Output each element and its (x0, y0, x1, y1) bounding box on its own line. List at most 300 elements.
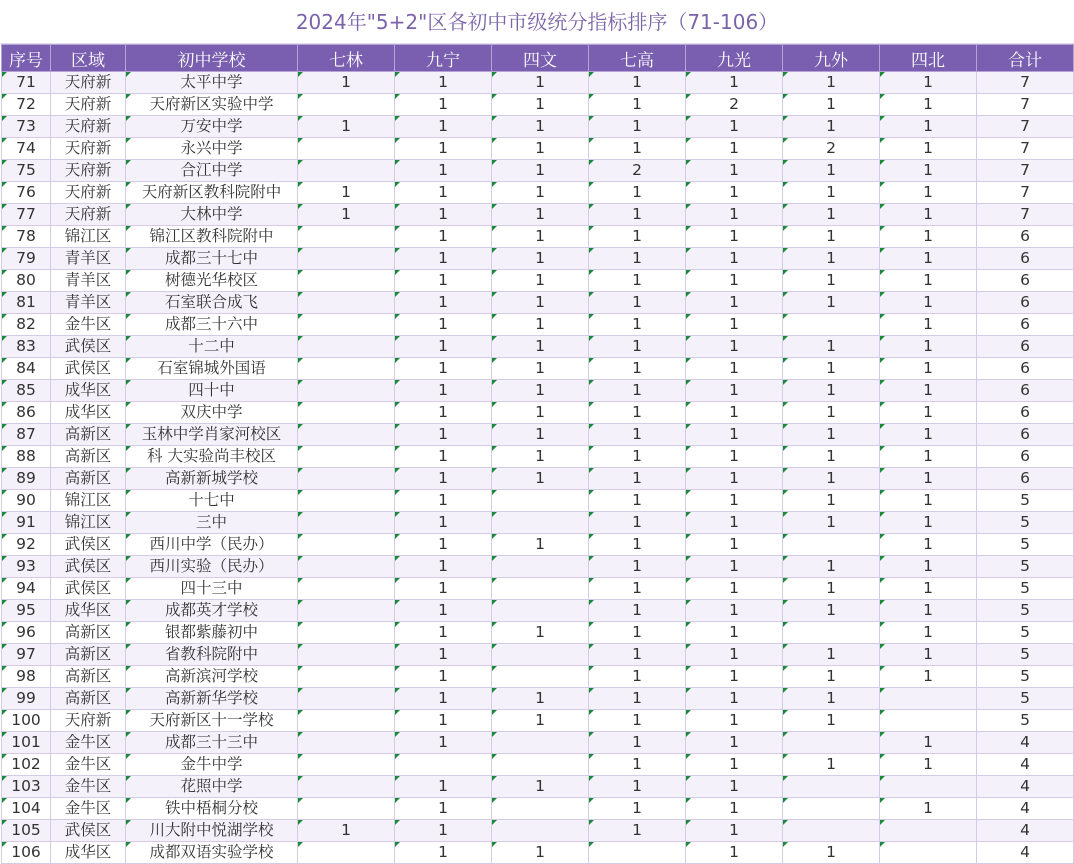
table-cell[interactable]: 1 (395, 424, 492, 446)
table-cell[interactable]: 1 (492, 622, 589, 644)
table-cell[interactable]: 1 (686, 402, 783, 424)
table-cell[interactable] (783, 622, 880, 644)
table-cell[interactable]: 武侯区 (51, 534, 126, 556)
table-cell[interactable]: 成华区 (51, 600, 126, 622)
table-cell[interactable]: 成华区 (51, 380, 126, 402)
table-cell[interactable] (783, 314, 880, 336)
table-cell[interactable]: 1 (492, 204, 589, 226)
table-cell[interactable]: 1 (395, 292, 492, 314)
table-cell[interactable]: 高新新城学校 (126, 468, 298, 490)
table-cell[interactable]: 1 (686, 248, 783, 270)
table-cell[interactable]: 铁中梧桐分校 (126, 798, 298, 820)
table-cell[interactable]: 99 (2, 688, 51, 710)
table-cell[interactable] (298, 490, 395, 512)
table-cell[interactable] (492, 754, 589, 776)
table-cell[interactable]: 1 (492, 292, 589, 314)
table-cell[interactable] (492, 666, 589, 688)
column-header[interactable]: 七林 (298, 45, 395, 72)
table-cell[interactable] (492, 798, 589, 820)
table-cell[interactable]: 1 (783, 116, 880, 138)
table-cell[interactable]: 1 (492, 710, 589, 732)
table-cell[interactable]: 1 (395, 270, 492, 292)
table-cell[interactable]: 1 (492, 688, 589, 710)
table-cell[interactable]: 1 (395, 116, 492, 138)
table-cell[interactable]: 1 (395, 512, 492, 534)
table-cell[interactable]: 青羊区 (51, 248, 126, 270)
table-cell[interactable]: 1 (395, 556, 492, 578)
table-cell[interactable] (589, 842, 686, 864)
table-cell[interactable]: 1 (395, 842, 492, 864)
table-cell[interactable]: 88 (2, 446, 51, 468)
table-cell[interactable]: 91 (2, 512, 51, 534)
table-cell[interactable]: 1 (880, 380, 977, 402)
table-cell[interactable]: 87 (2, 424, 51, 446)
table-cell[interactable]: 1 (686, 556, 783, 578)
table-cell[interactable]: 1 (589, 732, 686, 754)
table-cell[interactable] (298, 380, 395, 402)
table-cell[interactable]: 5 (977, 600, 1074, 622)
table-cell[interactable]: 73 (2, 116, 51, 138)
table-cell[interactable]: 1 (492, 424, 589, 446)
table-cell[interactable]: 1 (492, 270, 589, 292)
table-cell[interactable]: 6 (977, 292, 1074, 314)
table-cell[interactable]: 成都三十三中 (126, 732, 298, 754)
table-cell[interactable]: 天府新区实验中学 (126, 94, 298, 116)
table-cell[interactable]: 7 (977, 116, 1074, 138)
table-cell[interactable]: 1 (589, 820, 686, 842)
table-cell[interactable]: 7 (977, 94, 1074, 116)
table-cell[interactable]: 成都三十七中 (126, 248, 298, 270)
table-cell[interactable]: 西川中学（民办） (126, 534, 298, 556)
table-cell[interactable]: 97 (2, 644, 51, 666)
table-cell[interactable]: 1 (395, 710, 492, 732)
table-cell[interactable]: 1 (589, 424, 686, 446)
table-cell[interactable]: 1 (492, 776, 589, 798)
table-cell[interactable]: 1 (686, 666, 783, 688)
table-cell[interactable]: 金牛中学 (126, 754, 298, 776)
table-cell[interactable] (298, 358, 395, 380)
table-cell[interactable]: 6 (977, 248, 1074, 270)
table-cell[interactable]: 1 (880, 94, 977, 116)
table-cell[interactable]: 1 (589, 512, 686, 534)
table-cell[interactable]: 7 (977, 160, 1074, 182)
table-cell[interactable]: 6 (977, 314, 1074, 336)
table-cell[interactable]: 1 (395, 94, 492, 116)
table-cell[interactable]: 1 (686, 424, 783, 446)
table-cell[interactable]: 84 (2, 358, 51, 380)
table-cell[interactable]: 82 (2, 314, 51, 336)
table-cell[interactable]: 1 (880, 138, 977, 160)
table-cell[interactable]: 4 (977, 732, 1074, 754)
table-cell[interactable]: 1 (589, 270, 686, 292)
table-cell[interactable]: 金牛区 (51, 732, 126, 754)
table-cell[interactable] (395, 754, 492, 776)
table-cell[interactable]: 4 (977, 798, 1074, 820)
table-cell[interactable]: 1 (589, 380, 686, 402)
table-cell[interactable] (298, 314, 395, 336)
table-cell[interactable]: 1 (589, 688, 686, 710)
table-cell[interactable]: 石室锦城外国语 (126, 358, 298, 380)
table-cell[interactable]: 1 (395, 358, 492, 380)
table-cell[interactable]: 71 (2, 72, 51, 94)
table-cell[interactable]: 天府新 (51, 182, 126, 204)
table-cell[interactable]: 86 (2, 402, 51, 424)
column-header[interactable]: 四文 (492, 45, 589, 72)
table-cell[interactable]: 西川实验（民办） (126, 556, 298, 578)
table-cell[interactable] (783, 534, 880, 556)
table-cell[interactable]: 1 (686, 732, 783, 754)
table-cell[interactable]: 1 (783, 336, 880, 358)
table-cell[interactable] (298, 666, 395, 688)
table-cell[interactable]: 2 (783, 138, 880, 160)
column-header[interactable]: 区域 (51, 45, 126, 72)
table-cell[interactable]: 高新区 (51, 666, 126, 688)
table-cell[interactable]: 7 (977, 204, 1074, 226)
table-cell[interactable]: 1 (783, 556, 880, 578)
table-cell[interactable]: 1 (880, 204, 977, 226)
table-cell[interactable]: 1 (686, 182, 783, 204)
table-cell[interactable]: 1 (686, 512, 783, 534)
table-cell[interactable]: 98 (2, 666, 51, 688)
table-cell[interactable]: 89 (2, 468, 51, 490)
table-cell[interactable]: 川大附中悦湖学校 (126, 820, 298, 842)
table-cell[interactable]: 1 (395, 226, 492, 248)
table-cell[interactable]: 大林中学 (126, 204, 298, 226)
table-cell[interactable]: 5 (977, 534, 1074, 556)
table-cell[interactable] (492, 820, 589, 842)
table-cell[interactable]: 1 (783, 446, 880, 468)
table-cell[interactable]: 79 (2, 248, 51, 270)
column-header[interactable]: 九宁 (395, 45, 492, 72)
table-cell[interactable] (298, 732, 395, 754)
table-cell[interactable]: 1 (589, 248, 686, 270)
table-cell[interactable]: 1 (880, 72, 977, 94)
table-cell[interactable]: 1 (589, 754, 686, 776)
table-cell[interactable] (298, 248, 395, 270)
table-cell[interactable]: 5 (977, 644, 1074, 666)
table-cell[interactable]: 81 (2, 292, 51, 314)
table-cell[interactable]: 7 (977, 72, 1074, 94)
table-cell[interactable]: 高新区 (51, 468, 126, 490)
table-cell[interactable]: 1 (686, 490, 783, 512)
table-cell[interactable]: 5 (977, 710, 1074, 732)
table-cell[interactable]: 1 (589, 292, 686, 314)
table-cell[interactable]: 1 (880, 402, 977, 424)
table-cell[interactable]: 1 (395, 534, 492, 556)
table-cell[interactable] (298, 798, 395, 820)
table-cell[interactable]: 1 (880, 600, 977, 622)
table-cell[interactable]: 1 (783, 754, 880, 776)
table-cell[interactable]: 1 (783, 468, 880, 490)
table-cell[interactable]: 5 (977, 666, 1074, 688)
table-cell[interactable] (880, 710, 977, 732)
table-cell[interactable]: 1 (686, 842, 783, 864)
table-cell[interactable]: 1 (395, 160, 492, 182)
column-header[interactable]: 四北 (880, 45, 977, 72)
table-cell[interactable]: 天府新 (51, 138, 126, 160)
table-cell[interactable]: 1 (589, 798, 686, 820)
table-cell[interactable] (783, 776, 880, 798)
table-cell[interactable]: 1 (492, 534, 589, 556)
table-cell[interactable]: 锦江区 (51, 490, 126, 512)
table-cell[interactable]: 1 (492, 160, 589, 182)
table-cell[interactable]: 天府新 (51, 710, 126, 732)
table-cell[interactable]: 102 (2, 754, 51, 776)
table-cell[interactable]: 6 (977, 446, 1074, 468)
table-cell[interactable]: 1 (686, 226, 783, 248)
table-cell[interactable]: 1 (492, 248, 589, 270)
table-cell[interactable]: 双庆中学 (126, 402, 298, 424)
table-cell[interactable] (783, 798, 880, 820)
table-cell[interactable]: 1 (686, 644, 783, 666)
table-cell[interactable] (298, 226, 395, 248)
column-header[interactable]: 序号 (2, 45, 51, 72)
table-cell[interactable]: 101 (2, 732, 51, 754)
table-cell[interactable]: 合江中学 (126, 160, 298, 182)
table-cell[interactable]: 锦江区教科院附中 (126, 226, 298, 248)
table-cell[interactable]: 1 (589, 556, 686, 578)
table-cell[interactable]: 1 (589, 600, 686, 622)
table-cell[interactable]: 永兴中学 (126, 138, 298, 160)
table-cell[interactable]: 95 (2, 600, 51, 622)
table-cell[interactable]: 高新区 (51, 446, 126, 468)
table-cell[interactable]: 1 (783, 380, 880, 402)
table-cell[interactable]: 1 (686, 292, 783, 314)
table-cell[interactable]: 1 (880, 490, 977, 512)
table-cell[interactable]: 1 (783, 688, 880, 710)
table-cell[interactable]: 1 (686, 776, 783, 798)
table-cell[interactable]: 1 (880, 358, 977, 380)
table-cell[interactable]: 1 (783, 204, 880, 226)
table-cell[interactable]: 1 (686, 534, 783, 556)
table-cell[interactable]: 1 (686, 622, 783, 644)
table-cell[interactable]: 1 (880, 512, 977, 534)
table-cell[interactable]: 1 (686, 358, 783, 380)
table-cell[interactable]: 武侯区 (51, 556, 126, 578)
table-cell[interactable]: 76 (2, 182, 51, 204)
table-cell[interactable]: 1 (589, 314, 686, 336)
table-cell[interactable]: 天府新 (51, 94, 126, 116)
table-cell[interactable]: 1 (880, 270, 977, 292)
table-cell[interactable]: 1 (783, 842, 880, 864)
table-cell[interactable]: 1 (492, 94, 589, 116)
table-cell[interactable]: 1 (783, 666, 880, 688)
column-header[interactable]: 初中学校 (126, 45, 298, 72)
table-cell[interactable]: 天府新 (51, 116, 126, 138)
table-cell[interactable]: 1 (395, 666, 492, 688)
table-cell[interactable]: 6 (977, 380, 1074, 402)
table-cell[interactable]: 1 (298, 182, 395, 204)
table-cell[interactable]: 1 (589, 534, 686, 556)
table-cell[interactable]: 1 (686, 710, 783, 732)
table-cell[interactable]: 104 (2, 798, 51, 820)
table-cell[interactable]: 1 (880, 160, 977, 182)
table-cell[interactable]: 高新新华学校 (126, 688, 298, 710)
table-cell[interactable]: 1 (783, 94, 880, 116)
table-cell[interactable]: 高新区 (51, 622, 126, 644)
table-cell[interactable]: 成华区 (51, 402, 126, 424)
table-cell[interactable]: 1 (783, 402, 880, 424)
table-cell[interactable] (298, 270, 395, 292)
table-cell[interactable]: 1 (589, 204, 686, 226)
table-cell[interactable]: 十二中 (126, 336, 298, 358)
table-cell[interactable]: 106 (2, 842, 51, 864)
table-cell[interactable] (298, 600, 395, 622)
table-cell[interactable]: 1 (395, 248, 492, 270)
table-cell[interactable]: 1 (880, 292, 977, 314)
table-cell[interactable]: 1 (589, 226, 686, 248)
table-cell[interactable] (298, 160, 395, 182)
table-cell[interactable]: 1 (686, 688, 783, 710)
table-cell[interactable]: 4 (977, 776, 1074, 798)
table-cell[interactable]: 1 (880, 556, 977, 578)
table-cell[interactable]: 高新区 (51, 688, 126, 710)
table-cell[interactable]: 1 (492, 446, 589, 468)
table-cell[interactable]: 1 (492, 138, 589, 160)
table-cell[interactable]: 1 (589, 468, 686, 490)
table-cell[interactable]: 6 (977, 270, 1074, 292)
table-cell[interactable]: 1 (880, 578, 977, 600)
table-cell[interactable]: 1 (880, 182, 977, 204)
table-cell[interactable]: 石室联合成飞 (126, 292, 298, 314)
table-cell[interactable] (298, 622, 395, 644)
table-cell[interactable]: 1 (589, 94, 686, 116)
table-cell[interactable] (880, 776, 977, 798)
table-cell[interactable]: 1 (880, 644, 977, 666)
table-cell[interactable]: 1 (686, 380, 783, 402)
table-cell[interactable]: 96 (2, 622, 51, 644)
table-cell[interactable]: 天府新 (51, 204, 126, 226)
table-cell[interactable]: 72 (2, 94, 51, 116)
table-cell[interactable]: 1 (298, 116, 395, 138)
table-cell[interactable] (492, 556, 589, 578)
table-cell[interactable]: 1 (880, 248, 977, 270)
table-cell[interactable]: 1 (395, 600, 492, 622)
table-cell[interactable] (298, 534, 395, 556)
table-cell[interactable]: 1 (783, 490, 880, 512)
table-cell[interactable]: 1 (880, 336, 977, 358)
table-cell[interactable]: 武侯区 (51, 820, 126, 842)
table-cell[interactable]: 4 (977, 754, 1074, 776)
column-header[interactable]: 合计 (977, 45, 1074, 72)
table-cell[interactable]: 1 (880, 314, 977, 336)
table-cell[interactable]: 6 (977, 226, 1074, 248)
table-cell[interactable]: 1 (589, 578, 686, 600)
table-cell[interactable]: 1 (880, 424, 977, 446)
table-cell[interactable]: 四十三中 (126, 578, 298, 600)
table-cell[interactable]: 2 (686, 94, 783, 116)
table-cell[interactable] (298, 688, 395, 710)
table-cell[interactable]: 1 (395, 402, 492, 424)
table-cell[interactable]: 1 (589, 644, 686, 666)
table-cell[interactable]: 1 (298, 820, 395, 842)
table-cell[interactable]: 1 (686, 138, 783, 160)
table-cell[interactable]: 1 (395, 776, 492, 798)
table-cell[interactable]: 5 (977, 556, 1074, 578)
table-cell[interactable]: 1 (880, 468, 977, 490)
table-cell[interactable]: 金牛区 (51, 798, 126, 820)
table-cell[interactable]: 6 (977, 468, 1074, 490)
table-cell[interactable] (492, 578, 589, 600)
table-cell[interactable]: 金牛区 (51, 776, 126, 798)
table-cell[interactable] (880, 688, 977, 710)
table-cell[interactable] (298, 512, 395, 534)
table-cell[interactable]: 1 (589, 710, 686, 732)
table-cell[interactable]: 1 (686, 600, 783, 622)
table-cell[interactable]: 1 (395, 490, 492, 512)
table-cell[interactable]: 1 (395, 446, 492, 468)
table-cell[interactable]: 1 (783, 512, 880, 534)
table-cell[interactable]: 十七中 (126, 490, 298, 512)
table-cell[interactable]: 1 (492, 226, 589, 248)
table-cell[interactable]: 省教科院附中 (126, 644, 298, 666)
table-cell[interactable]: 74 (2, 138, 51, 160)
table-cell[interactable]: 4 (977, 820, 1074, 842)
table-cell[interactable] (880, 820, 977, 842)
table-cell[interactable]: 6 (977, 424, 1074, 446)
table-cell[interactable]: 90 (2, 490, 51, 512)
table-cell[interactable]: 77 (2, 204, 51, 226)
table-cell[interactable]: 1 (395, 578, 492, 600)
table-cell[interactable]: 1 (395, 72, 492, 94)
table-cell[interactable] (783, 820, 880, 842)
table-cell[interactable]: 1 (686, 468, 783, 490)
table-cell[interactable]: 1 (783, 358, 880, 380)
table-cell[interactable]: 1 (492, 72, 589, 94)
table-cell[interactable] (298, 644, 395, 666)
table-cell[interactable]: 1 (395, 688, 492, 710)
table-cell[interactable]: 高新区 (51, 644, 126, 666)
table-cell[interactable]: 1 (783, 160, 880, 182)
table-cell[interactable] (880, 842, 977, 864)
table-cell[interactable]: 1 (686, 204, 783, 226)
table-cell[interactable] (298, 336, 395, 358)
table-cell[interactable]: 成都三十六中 (126, 314, 298, 336)
table-cell[interactable]: 1 (783, 644, 880, 666)
table-cell[interactable]: 105 (2, 820, 51, 842)
table-cell[interactable] (298, 754, 395, 776)
table-cell[interactable]: 1 (686, 578, 783, 600)
table-cell[interactable]: 1 (880, 666, 977, 688)
table-cell[interactable]: 科 大实验尚丰校区 (126, 446, 298, 468)
table-cell[interactable]: 1 (783, 72, 880, 94)
table-cell[interactable]: 75 (2, 160, 51, 182)
table-cell[interactable]: 1 (395, 798, 492, 820)
table-cell[interactable]: 1 (686, 72, 783, 94)
table-cell[interactable]: 1 (880, 226, 977, 248)
table-cell[interactable]: 1 (492, 842, 589, 864)
table-cell[interactable]: 1 (686, 446, 783, 468)
table-cell[interactable]: 1 (395, 380, 492, 402)
table-cell[interactable]: 2 (589, 160, 686, 182)
table-cell[interactable]: 1 (589, 138, 686, 160)
table-cell[interactable]: 金牛区 (51, 754, 126, 776)
table-cell[interactable] (298, 138, 395, 160)
table-cell[interactable]: 四十中 (126, 380, 298, 402)
table-cell[interactable]: 天府新区教科院附中 (126, 182, 298, 204)
table-cell[interactable]: 1 (492, 380, 589, 402)
table-cell[interactable]: 天府新 (51, 160, 126, 182)
table-cell[interactable]: 成华区 (51, 842, 126, 864)
table-cell[interactable]: 1 (492, 402, 589, 424)
table-cell[interactable]: 武侯区 (51, 336, 126, 358)
table-cell[interactable]: 5 (977, 578, 1074, 600)
table-cell[interactable]: 1 (783, 578, 880, 600)
table-cell[interactable]: 成都英才学校 (126, 600, 298, 622)
table-cell[interactable]: 1 (589, 402, 686, 424)
table-cell[interactable]: 1 (686, 820, 783, 842)
table-cell[interactable]: 1 (783, 182, 880, 204)
